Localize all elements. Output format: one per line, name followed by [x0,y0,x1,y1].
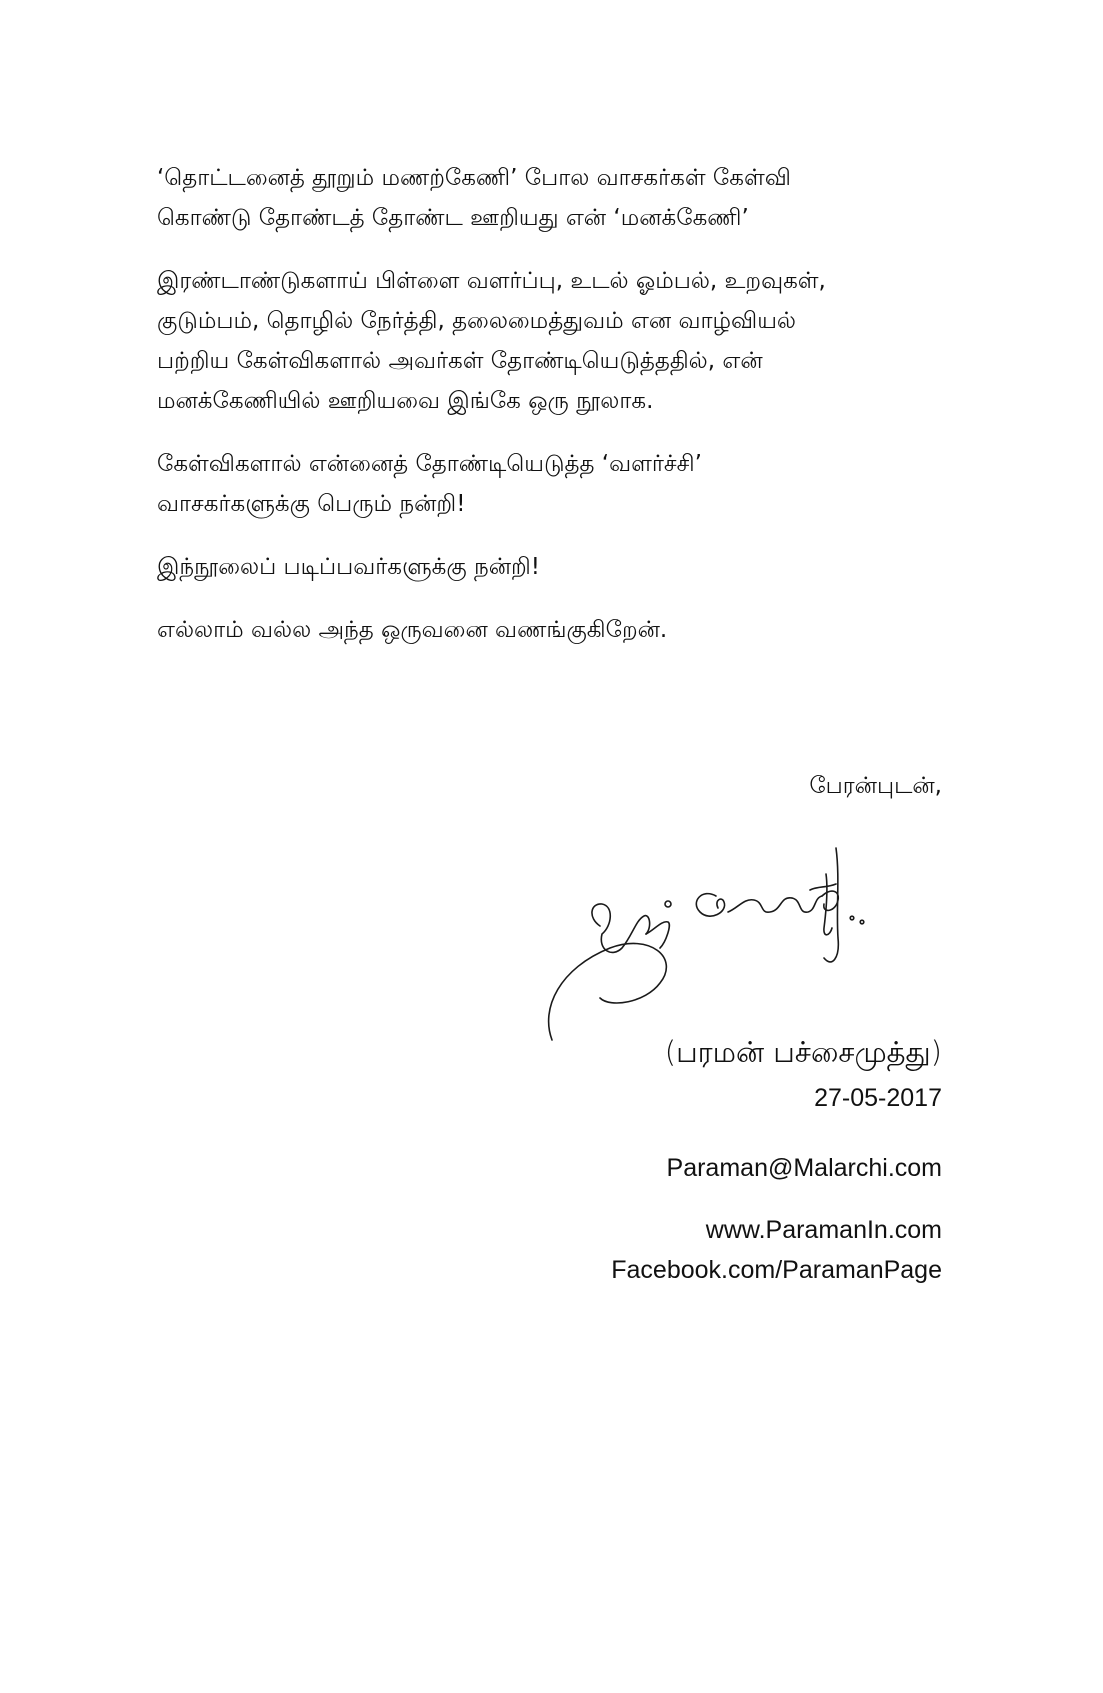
date-text: 27-05-2017 [814,1084,942,1112]
paragraph-line: கொண்டு தோண்டத் தோண்ட ஊறியது என் ‘மனக்கேணி’ [157,205,749,231]
paragraph-line: மனக்கேணியில் ஊறியவை இங்கே ஒரு நூலாக. [157,388,654,414]
paragraph-line: இந்நூலைப் படிப்பவர்களுக்கு நன்றி! [157,554,541,580]
paragraph-line: இரண்டாண்டுகளாய் பிள்ளை வளர்ப்பு, உடல் ஓம்பல், உறவுகள், [157,268,826,294]
paragraph-2 [157,261,977,421]
paragraph-line: வாசகர்களுக்கு பெரும் நன்றி! [157,491,466,517]
paragraph-line: எல்லாம் வல்ல அந்த ஒருவனை வணங்குகிறேன். [157,617,668,643]
website-text: www.ParamanIn.com [705,1216,942,1244]
paragraph-line: குடும்பம், தொழில் நேர்த்தி, தலைமைத்துவம் என வாழ்வியல் [157,308,797,334]
paragraph-3 [157,444,977,524]
paragraph-1 [157,158,977,238]
paragraph-line: ‘தொட்டனைத் தூறும் மணற்கேணி’ போல வாசகர்கள் கேள்வி [157,165,791,191]
paragraph-5 [157,610,977,650]
email-text: Paraman@Malarchi.com [666,1154,942,1182]
paragraph-line: கேள்விகளால் என்னைத் தோண்டியெடுத்த ‘வளர்ச்சி’ [157,451,702,477]
handwritten-signature [540,808,920,1058]
paragraph-line: பற்றிய கேள்விகளால் அவர்கள் தோண்டியெடுத்ததில், என் [157,348,763,374]
signature-date [422,1078,942,1118]
closing-salutation: பேரன்புடன், [809,773,942,799]
signatory-name: (பரமன் பச்சைமுத்து) [664,1035,942,1069]
contact-links [422,1210,942,1290]
letter-body [157,158,977,673]
paragraph-4 [157,547,977,587]
facebook-text: Facebook.com/ParamanPage [611,1256,942,1284]
contact-email [422,1148,942,1188]
